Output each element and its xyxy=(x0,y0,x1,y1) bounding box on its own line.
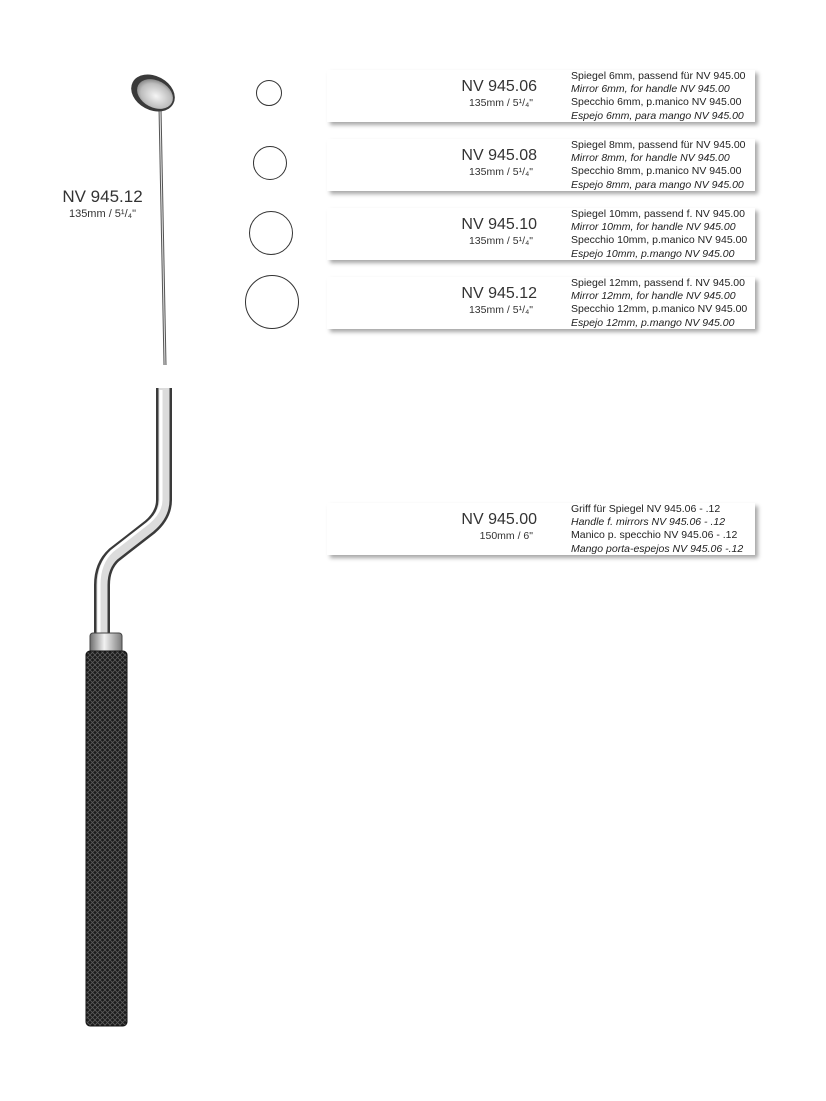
product-card-945-12 xyxy=(327,277,755,329)
product-description xyxy=(571,70,755,123)
mirror-side-label xyxy=(40,187,165,220)
product-card-945-10 xyxy=(327,208,755,260)
product-size: 135mm / 5¹/₄" xyxy=(468,304,533,316)
product-code: NV 945.06 xyxy=(461,78,537,95)
side-label-code: NV 945.12 xyxy=(62,187,143,206)
product-description xyxy=(571,277,755,330)
product-card-945-00 xyxy=(327,503,755,555)
desc-english: Handle f. mirrors NV 945.06 - .12 xyxy=(571,516,726,529)
desc-italian: Specchio 10mm, p.manico NV 945.00 xyxy=(571,234,748,247)
mirror-size-circle-12mm xyxy=(245,275,299,329)
product-code: NV 945.10 xyxy=(461,216,537,233)
desc-italian: Specchio 8mm, p.manico NV 945.00 xyxy=(571,165,742,178)
desc-spanish: Mango porta-espejos NV 945.06 -.12 xyxy=(571,542,744,555)
desc-spanish: Espejo 8mm, para mango NV 945.00 xyxy=(571,178,744,191)
side-label-size: 135mm / 5¹/₄" xyxy=(68,208,137,220)
product-card-945-06 xyxy=(327,70,755,122)
desc-italian: Manico p. specchio NV 945.06 - .12 xyxy=(571,529,738,542)
product-code: NV 945.12 xyxy=(461,285,537,302)
product-size: 135mm / 5¹/₄" xyxy=(468,235,533,247)
mirror-size-circle-10mm xyxy=(249,211,293,255)
mirror-size-circle-8mm xyxy=(253,146,287,180)
desc-spanish: Espejo 6mm, para mango NV 945.00 xyxy=(571,109,744,122)
product-size: 135mm / 5¹/₄" xyxy=(468,97,533,109)
desc-english: Mirror 12mm, for handle NV 945.00 xyxy=(571,290,736,303)
desc-italian: Specchio 12mm, p.manico NV 945.00 xyxy=(571,303,748,316)
mirror-size-circle-6mm xyxy=(256,80,282,106)
desc-german: Spiegel 8mm, passend für NV 945.00 xyxy=(571,139,746,151)
product-description xyxy=(571,139,755,192)
desc-german: Spiegel 10mm, passend f. NV 945.00 xyxy=(571,208,745,220)
desc-english: Mirror 8mm, for handle NV 945.00 xyxy=(571,152,730,165)
product-code: NV 945.08 xyxy=(461,147,537,164)
product-description xyxy=(571,503,755,556)
desc-english: Mirror 6mm, for handle NV 945.00 xyxy=(571,83,730,96)
handle-instrument xyxy=(86,388,164,1026)
product-description xyxy=(571,208,755,261)
desc-german: Spiegel 12mm, passend f. NV 945.00 xyxy=(571,277,745,289)
desc-german: Spiegel 6mm, passend für NV 945.00 xyxy=(571,70,746,82)
desc-german: Griff für Spiegel NV 945.06 - .12 xyxy=(571,503,721,515)
desc-spanish: Espejo 10mm, p.mango NV 945.00 xyxy=(571,247,735,260)
product-card-945-08 xyxy=(327,139,755,191)
desc-italian: Specchio 6mm, p.manico NV 945.00 xyxy=(571,96,742,109)
desc-english: Mirror 10mm, for handle NV 945.00 xyxy=(571,221,736,234)
desc-spanish: Espejo 12mm, p.mango NV 945.00 xyxy=(571,316,735,329)
product-size: 135mm / 5¹/₄" xyxy=(468,166,533,178)
product-size: 150mm / 6" xyxy=(479,530,533,542)
product-code: NV 945.00 xyxy=(461,511,537,528)
